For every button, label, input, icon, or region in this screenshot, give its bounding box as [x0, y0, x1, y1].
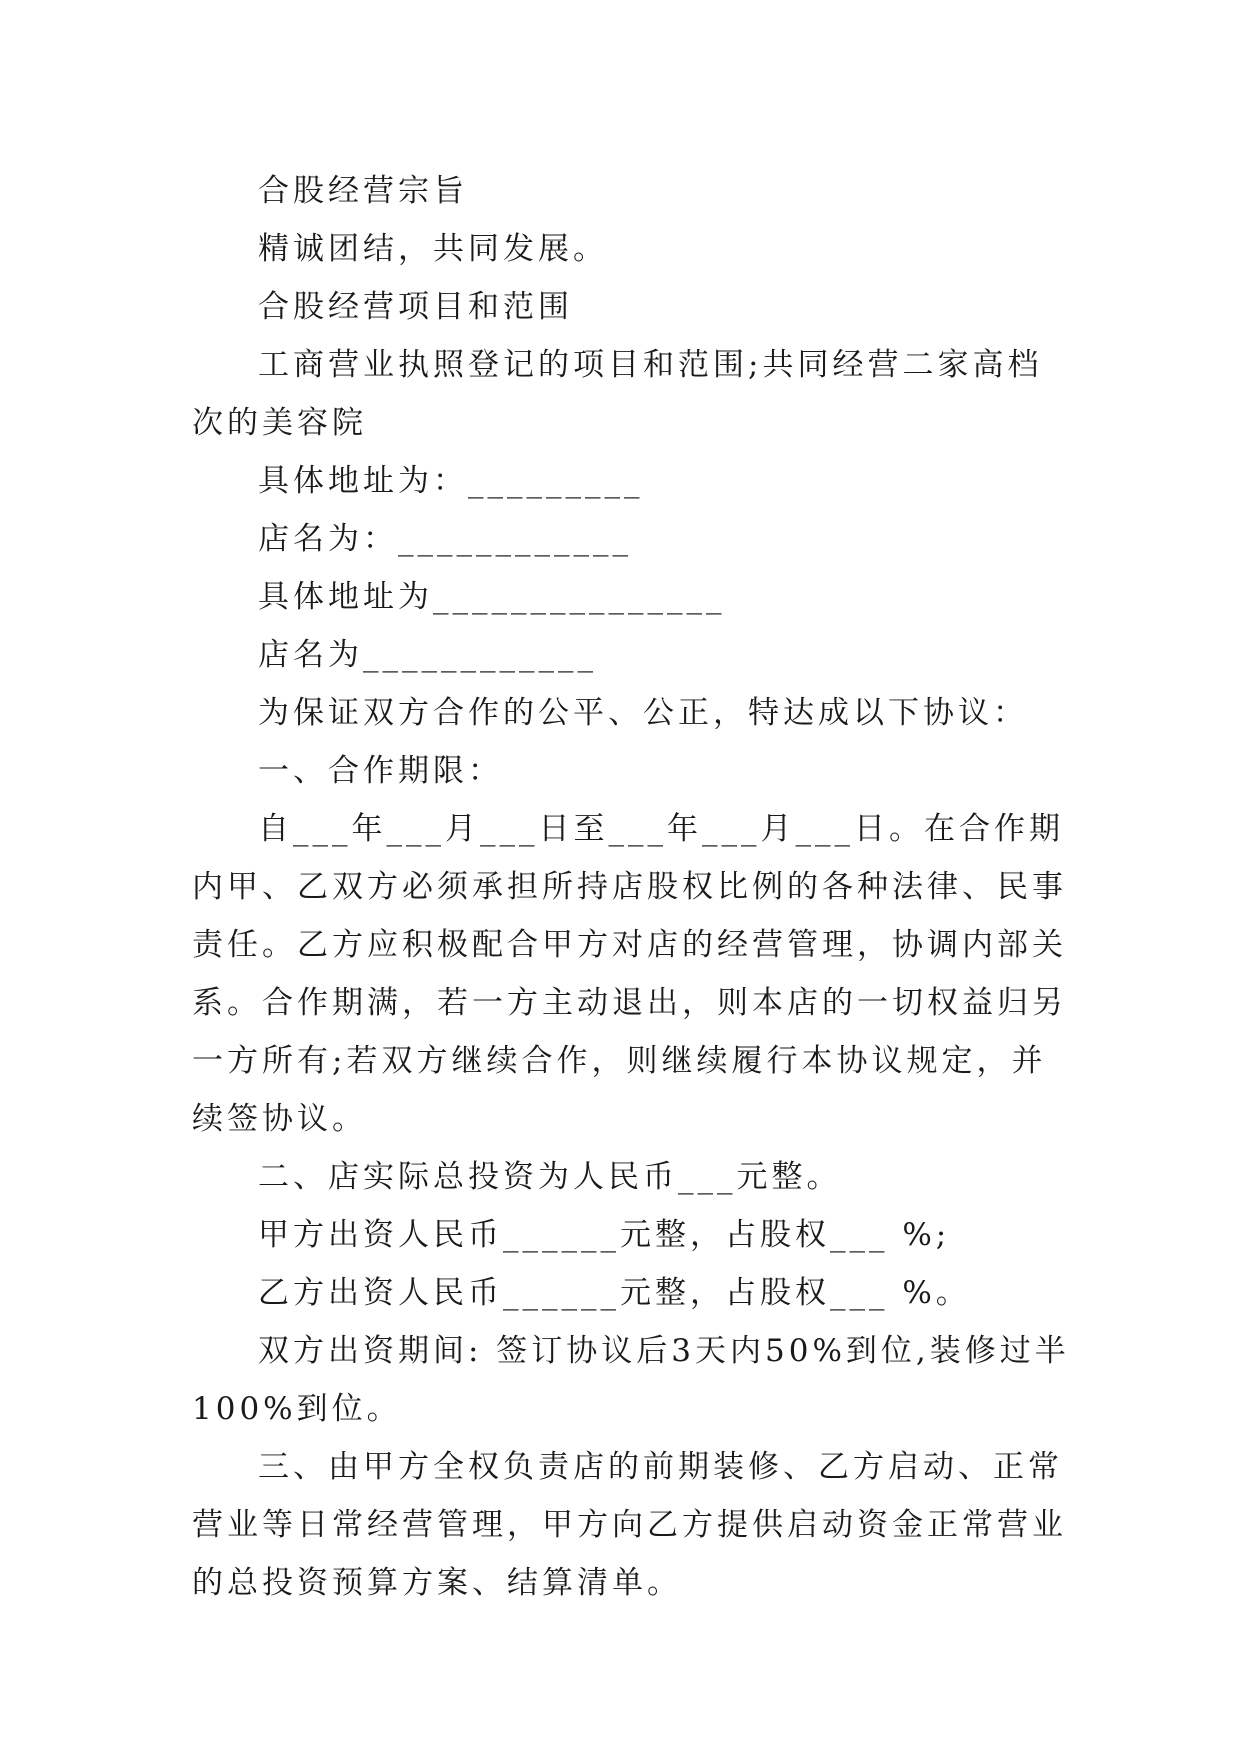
section-heading-scope: 合股经营项目和范围 [258, 289, 573, 325]
agreement-intro: 为保证双方合作的公平、公正，特达成以下协议： [258, 695, 1028, 731]
purpose-text: 精诚团结，共同发展。 [258, 231, 608, 267]
clause-1-text: 自___年___月___日至___年___月___日。在合作期内甲、乙双方必须承担所持店股权比例的各种法律、民事责任。乙方应积极配合甲方对店的经营管理，协调内部关系。合作期满，若一方主动退出，则本店的一切权益归另一方所有;若双方继续合作，则继续履行本协议规定，并续签协议。 [192, 811, 1067, 1137]
address-line-1: 具体地址为：_________ [258, 463, 644, 499]
store-name-line-2: 店名为____________ [258, 637, 597, 673]
clause-3-text: 三、由甲方全权负责店的前期装修、乙方启动、正常营业等日常经营管理，甲方向乙方提供启动资金正常营业的总投资预算方案、结算清单。 [192, 1449, 1067, 1601]
store-name-line-1: 店名为：____________ [258, 521, 632, 557]
scope-text: 工商营业执照登记的项目和范围;共同经营二家高档次的美容院 [192, 347, 1043, 441]
address-line-2: 具体地址为_______________ [258, 579, 726, 615]
clause-2-total-investment: 二、店实际总投资为人民币___元整。 [258, 1159, 842, 1195]
investment-period: 双方出资期间: 签订协议后3天内50%到位,装修过半100%到位。 [192, 1333, 1070, 1427]
party-b-investment: 乙方出资人民币______元整，占股权___ %。 [258, 1275, 971, 1311]
clause-1-heading: 一、合作期限： [258, 753, 503, 789]
document-body [192, 162, 1072, 1612]
section-heading-purpose: 合股经营宗旨 [258, 173, 468, 209]
party-a-investment: 甲方出资人民币______元整，占股权___ %; [258, 1217, 951, 1253]
